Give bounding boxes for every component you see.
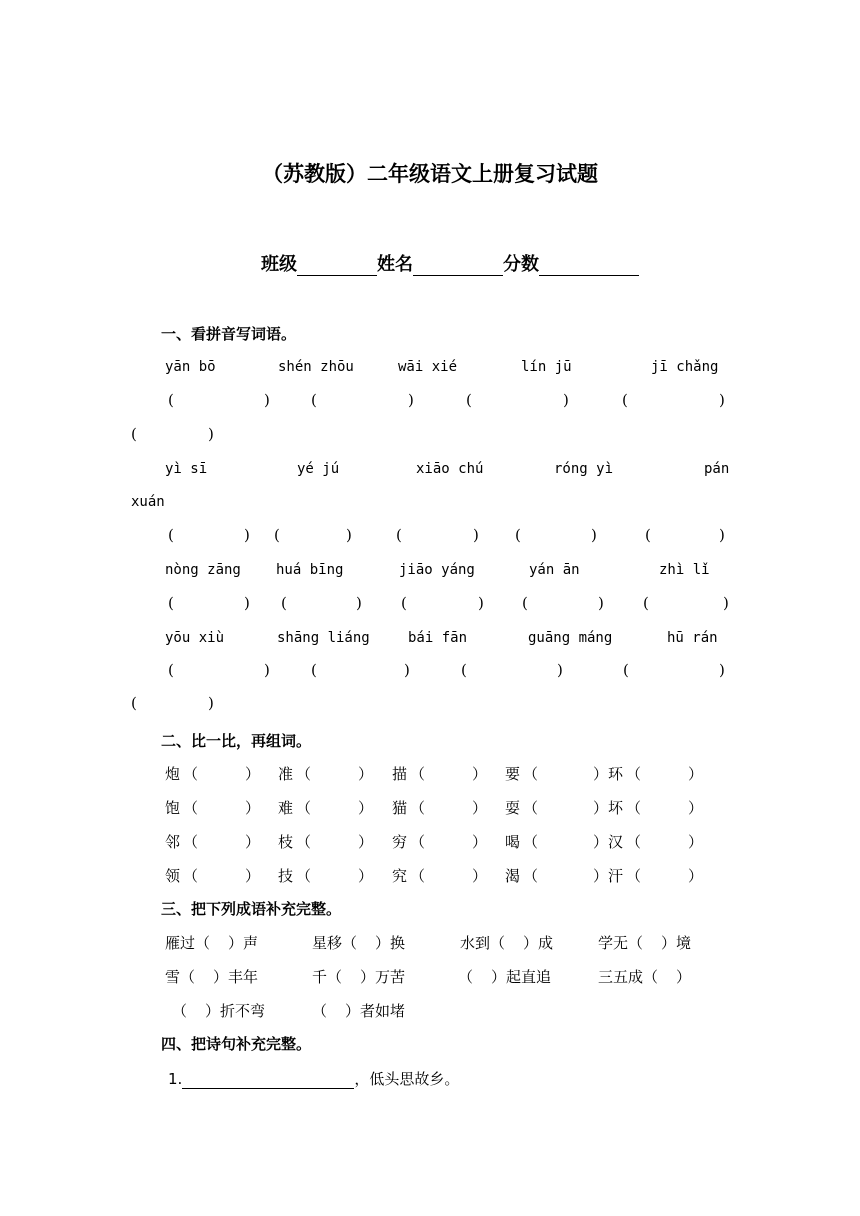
section-3-heading: 三、把下列成语补充完整。: [161, 900, 342, 918]
answer-open-paren: (: [311, 661, 317, 679]
answer-close-paren: ）: [688, 867, 704, 885]
score-label: 分数: [503, 254, 539, 275]
answer-open-paren: （: [183, 867, 199, 885]
compare-character: 究: [392, 867, 408, 885]
pinyin-word: shén zhōu: [278, 359, 354, 375]
idiom-prefix: 雁过: [165, 934, 196, 952]
answer-open-paren: (: [461, 661, 467, 679]
answer-close-paren: ): [557, 661, 563, 679]
pinyin-word: jiāo yáng: [399, 562, 475, 578]
idiom-blank[interactable]: （ ）: [628, 934, 677, 952]
idiom-blank[interactable]: （ ）: [327, 968, 376, 986]
section-4-heading: 四、把诗句补充完整。: [161, 1035, 312, 1053]
answer-close-paren: ): [473, 526, 479, 544]
compare-character: 要: [505, 765, 521, 783]
pinyin-word: guāng máng: [528, 630, 613, 646]
answer-open-paren: （: [183, 765, 199, 783]
idiom-blank[interactable]: （ ）: [643, 968, 692, 986]
section-1-heading: 一、看拼音写词语。: [161, 325, 297, 343]
answer-close-paren: ）: [593, 833, 609, 851]
class-label: 班级: [261, 254, 297, 275]
idiom-blank[interactable]: （ ）: [458, 968, 506, 986]
answer-open-paren: (: [281, 594, 287, 612]
answer-close-paren: ): [404, 661, 410, 679]
item-number: 1.: [168, 1070, 183, 1088]
pinyin-word: lín jū: [521, 359, 572, 375]
answer-open-paren: (: [645, 526, 651, 544]
answer-close-paren: ): [591, 526, 597, 544]
answer-open-paren: (: [168, 391, 174, 409]
answer-close-paren: ): [264, 391, 270, 409]
answer-close-paren: ）: [245, 799, 261, 817]
idiom-suffix: 声: [243, 934, 259, 952]
pinyin-word: nòng zāng: [165, 562, 241, 578]
compare-character: 枝: [278, 833, 294, 851]
answer-open-paren: （: [523, 765, 539, 783]
compare-character: 描: [392, 765, 408, 783]
answer-open-paren: （: [626, 765, 642, 783]
answer-open-paren: (: [168, 526, 174, 544]
answer-close-paren: ）: [472, 799, 488, 817]
answer-close-paren: ）: [358, 799, 374, 817]
compare-character: 环: [608, 765, 624, 783]
pinyin-word: xiāo chú: [416, 461, 484, 477]
answer-close-paren: ): [208, 425, 214, 443]
idiom-suffix: 折不弯: [220, 1002, 266, 1020]
idiom-item: [312, 932, 405, 953]
pinyin-word: wāi xié: [398, 359, 458, 375]
idiom-blank[interactable]: （ ）: [342, 934, 391, 952]
pinyin-word: zhì lǐ: [659, 562, 710, 578]
compare-character: 饱: [165, 799, 181, 817]
answer-close-paren: ）: [358, 867, 374, 885]
answer-open-paren: (: [168, 594, 174, 612]
idiom-suffix: 者如堵: [360, 1002, 406, 1020]
compare-character: 难: [278, 799, 294, 817]
answer-close-paren: ): [719, 391, 725, 409]
answer-open-paren: （: [410, 765, 426, 783]
answer-open-paren: (: [168, 661, 174, 679]
answer-close-paren: ): [598, 594, 604, 612]
compare-character: 耍: [505, 799, 521, 817]
answer-close-paren: ）: [688, 799, 704, 817]
answer-open-paren: （: [523, 799, 539, 817]
answer-open-paren: （: [296, 765, 312, 783]
pinyin-word: pán: [704, 461, 730, 477]
answer-open-paren: （: [523, 867, 539, 885]
answer-close-paren: ）: [358, 833, 374, 851]
answer-open-paren: (: [643, 594, 649, 612]
answer-close-paren: ）: [245, 765, 261, 783]
poem-line-1: [168, 1068, 459, 1089]
answer-close-paren: ): [478, 594, 484, 612]
answer-open-paren: (: [311, 391, 317, 409]
pinyin-word: yì sī: [165, 461, 208, 477]
poem-text: ，低头思故乡。: [354, 1070, 460, 1088]
answer-close-paren: ): [346, 526, 352, 544]
score-blank[interactable]: [539, 255, 639, 276]
idiom-item: [460, 932, 553, 953]
answer-open-paren: （: [296, 867, 312, 885]
idiom-item: [312, 1000, 405, 1021]
pinyin-word: hū rán: [667, 630, 718, 646]
answer-close-paren: ): [244, 594, 250, 612]
compare-character: 穷: [392, 833, 408, 851]
pinyin-word: yé jú: [297, 461, 340, 477]
poem-blank[interactable]: [182, 1073, 354, 1089]
idiom-suffix: 万苦: [375, 968, 406, 986]
answer-open-paren: (: [274, 526, 280, 544]
answer-close-paren: ): [408, 391, 414, 409]
answer-open-paren: （: [410, 799, 426, 817]
idiom-suffix: 起直追: [506, 968, 552, 986]
answer-close-paren: ): [723, 594, 729, 612]
compare-character: 坏: [608, 799, 624, 817]
idiom-suffix: 境: [676, 934, 692, 952]
answer-close-paren: ）: [245, 833, 261, 851]
idiom-blank[interactable]: （ ）: [172, 1002, 220, 1020]
answer-open-paren: (: [401, 594, 407, 612]
idiom-blank[interactable]: （ ）: [312, 1002, 360, 1020]
answer-open-paren: （: [296, 833, 312, 851]
name-label: 姓名: [377, 254, 413, 275]
pinyin-word: yán ān: [529, 562, 580, 578]
answer-close-paren: ): [244, 526, 250, 544]
answer-close-paren: ): [356, 594, 362, 612]
pinyin-word: huá bīng: [276, 562, 344, 578]
answer-open-paren: （: [523, 833, 539, 851]
idiom-prefix: 学无: [598, 934, 629, 952]
answer-close-paren: ）: [472, 765, 488, 783]
answer-open-paren: (: [396, 526, 402, 544]
idiom-blank[interactable]: （ ）: [195, 934, 244, 952]
answer-close-paren: ）: [593, 799, 609, 817]
answer-close-paren: ): [208, 694, 214, 712]
pinyin-word: jī chǎng: [651, 359, 719, 375]
answer-close-paren: ）: [358, 765, 374, 783]
answer-close-paren: ）: [688, 765, 704, 783]
answer-close-paren: ）: [688, 833, 704, 851]
idiom-prefix: 千: [312, 968, 328, 986]
idiom-item: [165, 932, 258, 953]
class-blank[interactable]: [297, 255, 377, 276]
idiom-suffix: 成: [538, 934, 554, 952]
compare-character: 喝: [505, 833, 521, 851]
name-blank[interactable]: [413, 255, 503, 276]
answer-open-paren: (: [131, 425, 137, 443]
idiom-item: [598, 932, 691, 953]
page-title: （苏教版）二年级语文上册复习试题: [262, 162, 598, 186]
pinyin-word: yān bō: [165, 359, 216, 375]
answer-close-paren: ）: [245, 867, 261, 885]
answer-close-paren: ）: [593, 765, 609, 783]
pinyin-word: xuán: [131, 494, 165, 510]
answer-open-paren: (: [522, 594, 528, 612]
answer-open-paren: （: [410, 833, 426, 851]
pinyin-word: yōu xiù: [165, 630, 225, 646]
answer-open-paren: (: [515, 526, 521, 544]
idiom-suffix: 丰年: [228, 968, 259, 986]
pinyin-word: róng yì: [554, 461, 614, 477]
answer-close-paren: ): [264, 661, 270, 679]
answer-open-paren: (: [131, 694, 137, 712]
answer-close-paren: ）: [593, 867, 609, 885]
answer-open-paren: （: [296, 799, 312, 817]
compare-character: 猫: [392, 799, 408, 817]
pinyin-word: shāng liáng: [277, 630, 370, 646]
answer-close-paren: ): [719, 526, 725, 544]
compare-character: 领: [165, 867, 181, 885]
answer-open-paren: （: [626, 867, 642, 885]
compare-character: 炮: [165, 765, 181, 783]
compare-character: 汗: [608, 867, 624, 885]
answer-open-paren: (: [466, 391, 472, 409]
answer-open-paren: （: [183, 833, 199, 851]
idiom-suffix: 换: [390, 934, 406, 952]
answer-close-paren: ）: [472, 833, 488, 851]
idiom-item: [312, 966, 405, 987]
answer-open-paren: （: [183, 799, 199, 817]
compare-character: 汉: [608, 833, 624, 851]
answer-open-paren: （: [410, 867, 426, 885]
answer-open-paren: (: [622, 391, 628, 409]
idiom-prefix: 星移: [312, 934, 343, 952]
student-info-line: [261, 250, 639, 276]
answer-open-paren: (: [623, 661, 629, 679]
compare-character: 准: [278, 765, 294, 783]
answer-close-paren: ): [563, 391, 569, 409]
idiom-item: [458, 966, 551, 987]
compare-character: 渴: [505, 867, 521, 885]
idiom-blank[interactable]: （ ）: [490, 934, 539, 952]
idiom-prefix: 雪: [165, 968, 181, 986]
answer-close-paren: ): [719, 661, 725, 679]
idiom-blank[interactable]: （ ）: [180, 968, 229, 986]
compare-character: 邻: [165, 833, 181, 851]
idiom-prefix: 三五成: [598, 968, 644, 986]
idiom-prefix: 水到: [460, 934, 491, 952]
answer-close-paren: ）: [472, 867, 488, 885]
compare-character: 技: [278, 867, 294, 885]
answer-open-paren: （: [626, 833, 642, 851]
pinyin-word: bái fān: [408, 630, 468, 646]
section-2-heading: 二、比一比，再组词。: [161, 732, 312, 750]
idiom-item: [598, 966, 691, 987]
idiom-item: [172, 1000, 265, 1021]
answer-open-paren: （: [626, 799, 642, 817]
idiom-item: [165, 966, 258, 987]
